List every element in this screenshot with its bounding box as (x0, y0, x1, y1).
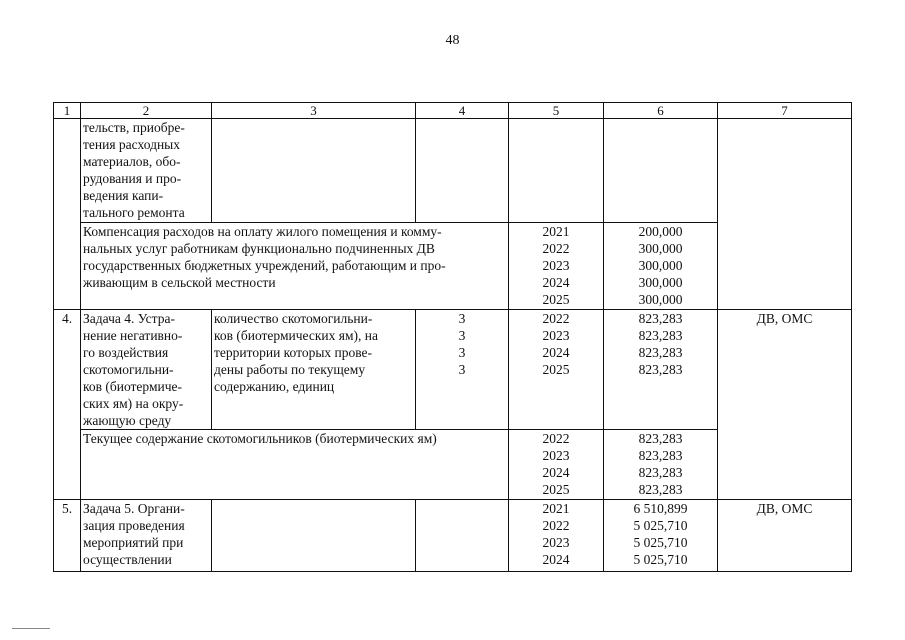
task-text-cell: Задача 5. Органи- зация проведения мероприятий при осуществлении (81, 500, 212, 572)
amount-value: 5 025,710 (633, 518, 688, 533)
table-row (54, 119, 852, 223)
year-value: 2024 (542, 552, 570, 567)
amounts-cell (604, 310, 718, 430)
year-value: 2023 (542, 448, 570, 463)
amount-value: 300,000 (638, 258, 683, 273)
year-value: 2022 (542, 311, 570, 326)
executor-cell (718, 119, 852, 310)
table-row (54, 500, 852, 572)
year-value: 2022 (542, 241, 570, 256)
program-table (53, 102, 852, 572)
activity-text: Текущее содержание скотомогильников (биотермических ям) (81, 430, 509, 500)
value-cell (416, 119, 509, 223)
page-number: 48 (445, 33, 460, 48)
year-value: 2023 (542, 328, 570, 343)
col-header-6: 6 (604, 103, 718, 119)
years-cell (509, 430, 604, 500)
year-value: 2023 (542, 535, 570, 550)
year-value: 2024 (542, 465, 570, 480)
indicator-value: 3 (458, 311, 466, 326)
years-cell (509, 223, 604, 310)
row-number-cell: 5. (54, 500, 81, 572)
indicator-cell (212, 119, 416, 223)
amount-value: 300,000 (638, 275, 683, 290)
year-value: 2021 (542, 501, 570, 516)
col-header-7: 7 (718, 103, 852, 119)
year-value: 2021 (542, 224, 570, 239)
col-header-4: 4 (416, 103, 509, 119)
amount-value: 5 025,710 (633, 552, 688, 567)
amount-value: 823,283 (638, 431, 683, 446)
year-value: 2025 (542, 362, 570, 377)
executor-cell: ДВ, ОМС (718, 500, 852, 572)
indicator-cell (212, 500, 416, 572)
year-value: 2024 (542, 275, 570, 290)
col-header-5: 5 (509, 103, 604, 119)
year-cell (509, 119, 604, 223)
indicator-value: 3 (458, 345, 466, 360)
column-number-row (54, 103, 852, 119)
amount-value: 823,283 (638, 345, 683, 360)
amount-value: 300,000 (638, 292, 683, 307)
years-cell (509, 500, 604, 572)
indicator-value: 3 (458, 362, 466, 377)
value-cell (416, 500, 509, 572)
amount-value: 6 510,899 (633, 501, 688, 516)
col-header-3: 3 (212, 103, 416, 119)
amounts-cell (604, 430, 718, 500)
footnote-divider (12, 628, 50, 629)
amount-value: 823,283 (638, 311, 683, 326)
amount-value: 5 025,710 (633, 535, 688, 550)
indicator-value: 3 (458, 328, 466, 343)
year-value: 2024 (542, 345, 570, 360)
col-header-1: 1 (54, 103, 81, 119)
value-cell (416, 310, 509, 430)
amount-value: 300,000 (638, 241, 683, 256)
row-number-cell (54, 119, 81, 310)
amount-value: 200,000 (638, 224, 683, 239)
indicator-cell: количество скотомогильни- ков (биотермических ям), на территории которых прове- дены работы по текущему содержанию, единиц (212, 310, 416, 430)
amounts-cell (604, 500, 718, 572)
table-row (54, 310, 852, 430)
year-value: 2025 (542, 292, 570, 307)
col-header-2: 2 (81, 103, 212, 119)
year-value: 2022 (542, 431, 570, 446)
year-value: 2022 (542, 518, 570, 533)
amount-value: 823,283 (638, 482, 683, 497)
amount-value: 823,283 (638, 362, 683, 377)
task-text-cell: Задача 4. Устра- нение негативно- го воздействия скотомогильни- ков (биотермиче- ских ям) на окру- жающую среду (81, 310, 212, 430)
amount-cell (604, 119, 718, 223)
amount-value: 823,283 (638, 448, 683, 463)
years-cell (509, 310, 604, 430)
amounts-cell (604, 223, 718, 310)
activity-text: Компенсация расходов на оплату жилого помещения и комму- нальных услуг работникам функционально подчиненных ДВ государственных бюджетных учреждений, работающим и про- живающим в сельской местности (81, 223, 509, 310)
row-number-cell: 4. (54, 310, 81, 500)
amount-value: 823,283 (638, 328, 683, 343)
amount-value: 823,283 (638, 465, 683, 480)
year-value: 2023 (542, 258, 570, 273)
year-value: 2025 (542, 482, 570, 497)
executor-cell: ДВ, ОМС (718, 310, 852, 500)
task-text-cell: тельств, приобре- тения расходных материалов, обо- рудования и про- ведения капи- тального ремонта (81, 119, 212, 223)
